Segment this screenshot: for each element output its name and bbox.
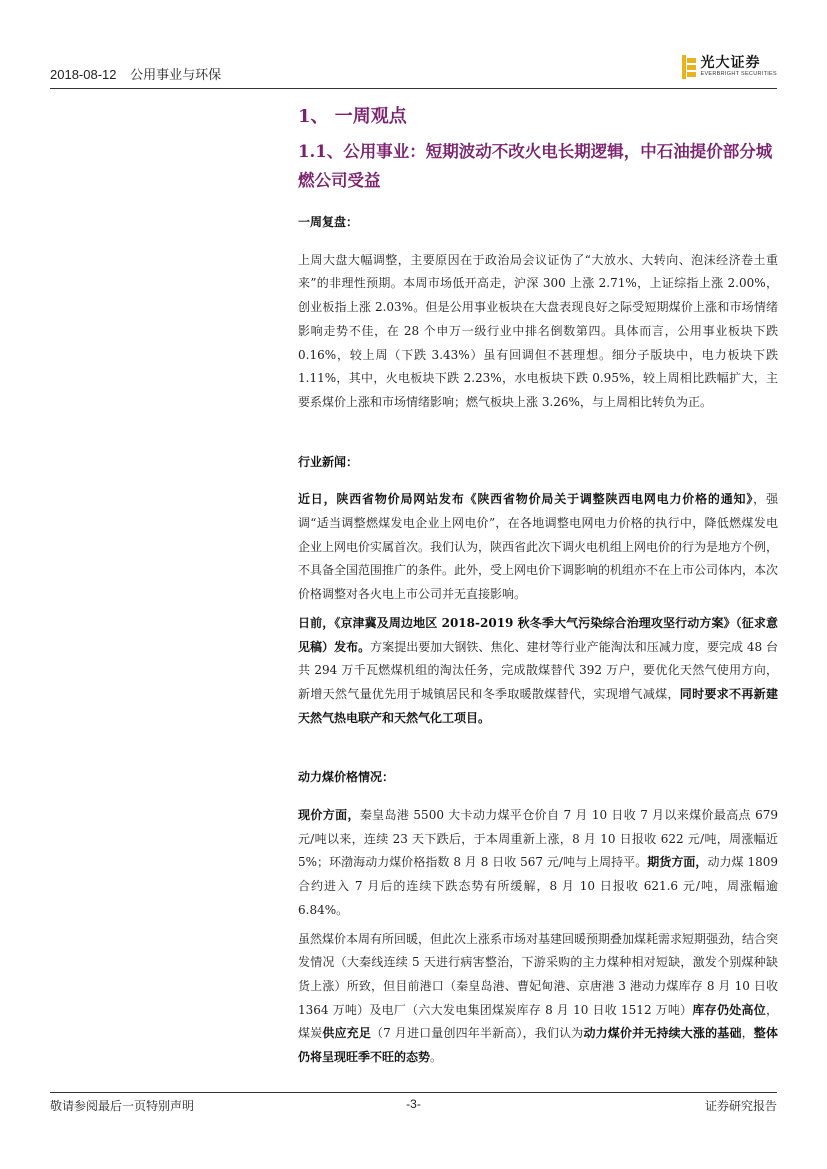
- news-1-headline: 近日，陕西省物价局网站发布《陕西省物价局关于调整陕西电网电力价格的通知》: [298, 492, 754, 507]
- futures-text: 动力煤 1809 合约进入 7 月后的连续下跌态势有所缓解，8 月 10 日报收 621.6 元/吨，周涨幅逾 6.84%。: [298, 855, 778, 917]
- coal-analysis-text-2: ，煤炭: [298, 1002, 778, 1041]
- coal-analysis-bold-1: 库存仍处高位: [692, 1002, 766, 1017]
- spot-price-text: 秦皇岛港 5500 大卡动力煤平仓价自 7 月 10 日收 7 月以来煤价最高点 679 元/吨以来，连续 23 天下跌后，于本周重新上涨，8 月 10 日报收 622 元/吨，周涨幅近 5%；环渤海动力煤价格指数 8 月 8 日收 567 元/吨与上周持平。: [298, 808, 778, 870]
- coal-analysis-bold-2: 供应充足: [322, 1026, 372, 1041]
- main-content: [298, 103, 778, 1070]
- header-date: 2018-08-12: [50, 67, 117, 82]
- weekly-review-body: 上周大盘大幅调整，主要原因在于政治局会议证伪了“大放水、大转向、泡沫经济卷土重来”的非理性预期。本周市场低开高走，沪深 300 上涨 2.71%，上证综指上涨 2.00%，创业板指上涨 2.03%。但是公用事业板块在大盘表现良好之际受短期煤价上涨和市场情绪影响走势不佳，在 28 个申万一级行业中排名倒数第四。具体而言，公用事业板块下跌 0.16%，较上周（下跌 3.43%）虽有回调但不甚理想。细分子版块中，电力板块下跌 1.11%，其中，火电板块下跌 2.23%，水电板块下跌 0.95%，较上周相比跌幅扩大，主要系煤价上涨和市场情绪影响；燃气板块上涨 3.26%，与上周相比转负为正。: [298, 252, 778, 409]
- industry-news-title: 行业新闻：: [298, 454, 359, 469]
- header-meta: [50, 64, 231, 83]
- page-header: [50, 52, 777, 86]
- coal-analysis-text-3: （7 月进口量创四年半新高），我们认为: [371, 1026, 584, 1041]
- futures-label: 期货方面，: [647, 855, 708, 870]
- footer-report-type: 证券研究报告: [704, 1099, 777, 1113]
- coal-analysis-text-4: ，: [741, 1026, 754, 1041]
- logo-text-en: EVERBRIGHT SECURITIES: [700, 71, 777, 78]
- news-1-text: ，强调“适当调整燃煤发电企业上网电价”，在各地调整电网电力价格的执行中，降低燃煤发电企业上网电价实属首次。我们认为，陕西省此次下调火电机组上网电价的行为是地方个例，不具备全国范围推广的条件。此外，受上网电价下调影响的机组亦不在上市公司体内，本次价格调整对各火电上市公司并无直接影响。: [298, 492, 779, 602]
- page-number: -3-: [406, 1097, 421, 1111]
- header-sector: 公用事业与环保: [130, 67, 222, 82]
- coal-price-title: 动力煤价格情况：: [298, 770, 395, 785]
- weekly-review-title: 一周复盘：: [298, 215, 359, 229]
- spot-price-label: 现价方面，: [298, 808, 360, 823]
- footer-divider: [50, 1092, 777, 1093]
- logo-text-cn: 光大证券: [700, 55, 761, 72]
- footer-disclaimer: 敬请参阅最后一页特别声明: [50, 1099, 195, 1113]
- coal-paragraph-2: [298, 928, 778, 1070]
- subsection-heading: 1.1、公用事业：短期波动不改火电长期逻辑，中石油提价部分城燃公司受益: [298, 142, 773, 190]
- news-2-headline: 日前，《京津冀及周边地区 2018-2019 秋冬季大气污染综合治理攻坚行动方案》（征求意见稿）发布。: [298, 615, 778, 654]
- news-2-text: 方案提出要加大钢铁、焦化、建材等行业产能淘汰和压减力度，要完成 48 台共 294 万千瓦燃煤机组的淘汰任务，完成散煤替代 392 万户，要优化天然气使用方向，新增天然气量优先用于城镇居民和冬季取暖散煤替代，实现增气减煤，: [298, 639, 778, 701]
- news-paragraph-1: [298, 488, 778, 607]
- section-heading: 1、 一周观点: [298, 106, 407, 127]
- news-2-conclusion: 同时要求不再新建天然气热电联产和天然气化工项目。: [298, 686, 778, 725]
- header-divider: [50, 88, 777, 89]
- coal-analysis-bold-3: 动力煤价并无持续大涨的基础: [583, 1026, 742, 1041]
- coal-analysis-text-1: 虽然煤价本周有所回暖，但此次上涨系市场对基建回暖预期叠加煤耗需求短期强劲，结合突发情况（大秦线连续 5 天进行病害整治，下游采购的主力煤种相对短缺，激发个别煤种缺货上涨）所致，但目前港口（秦皇岛港、曹妃甸港、京唐港 3 港动力煤库存 8 月 10 日收 1364 万吨）及电厂（六大发电集团煤炭库存 8 月 10 日收 1512 万吨）: [298, 931, 779, 1017]
- coal-analysis-text-5: 。: [430, 1050, 443, 1065]
- company-logo: [682, 52, 778, 82]
- coal-paragraph-1: [298, 804, 778, 923]
- coal-analysis-bold-4: 整体仍将呈现旺季不旺的态势: [298, 1026, 778, 1065]
- logo-mark-icon: [682, 55, 696, 79]
- news-paragraph-2: [298, 612, 778, 731]
